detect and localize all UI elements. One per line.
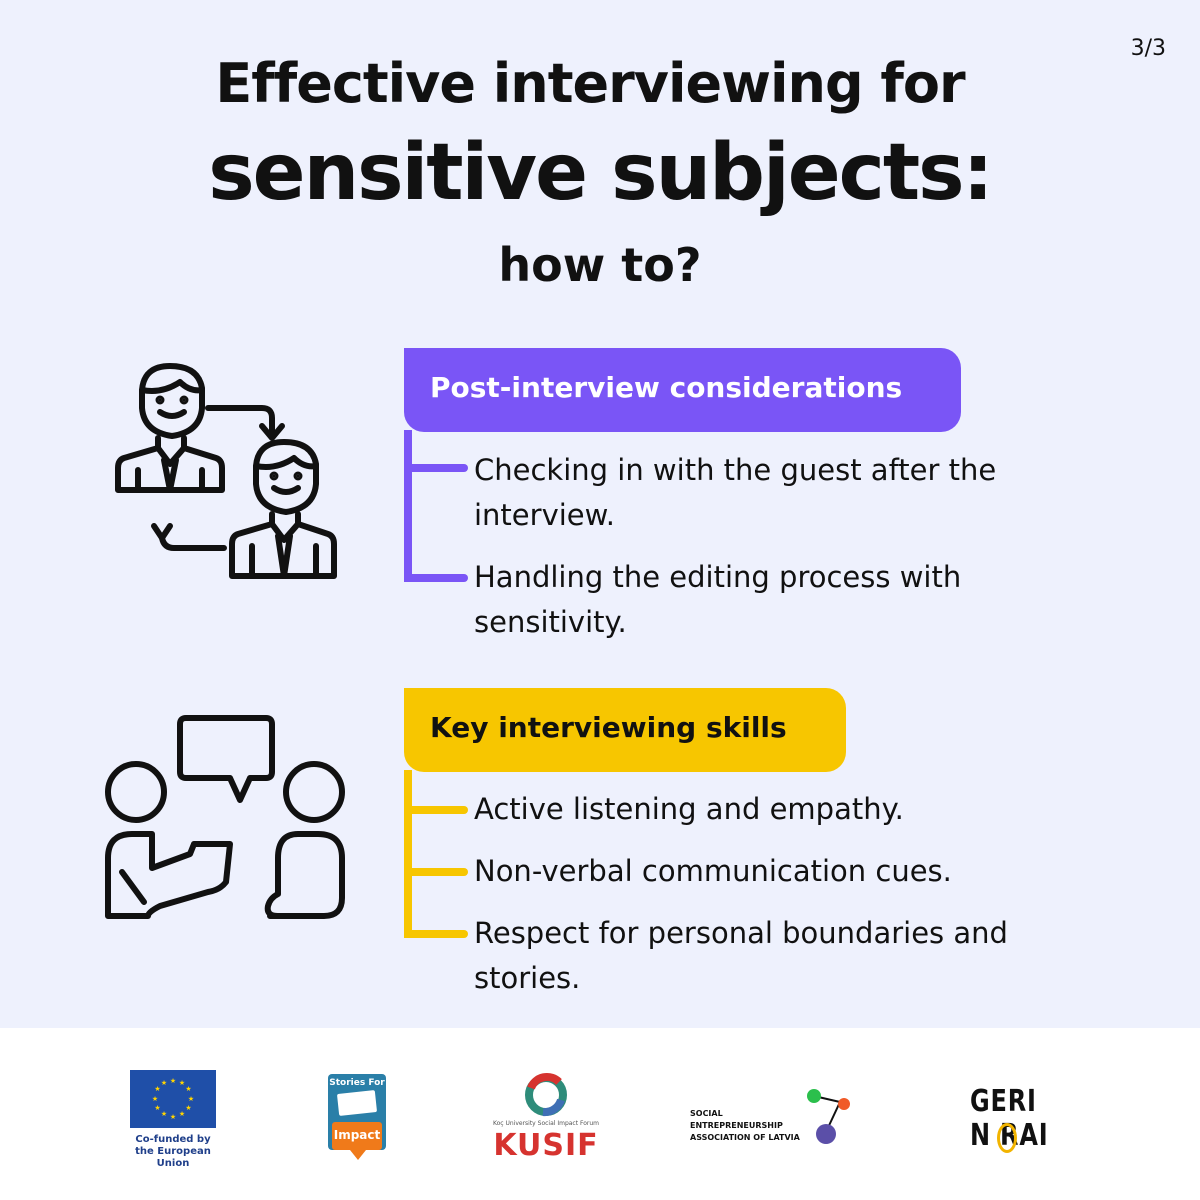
- svg-text:★: ★: [185, 1104, 192, 1112]
- geri-norai-line1: GERI: [970, 1084, 1037, 1119]
- svg-text:★: ★: [178, 1110, 186, 1118]
- title-line-1: Effective interviewing for: [215, 52, 965, 115]
- key-skills-heading: Key interviewing skills: [404, 688, 846, 772]
- geri-norai-line2: N RAI: [970, 1118, 1049, 1153]
- eu-caption: Co-funded by the European Union: [135, 1134, 211, 1169]
- eu-flag-icon: [130, 1070, 216, 1128]
- svg-text:★: ★: [185, 1085, 192, 1093]
- stories-for-impact-logo: [328, 1074, 386, 1162]
- sea-latvia-text: SOCIAL ENTREPRENEURSHIP ASSOCIATION OF LATVIA: [690, 1109, 800, 1142]
- svg-text:★: ★: [178, 1079, 186, 1087]
- halo-icon: [997, 1123, 1017, 1153]
- post-interview-heading: Post-interview considerations: [404, 348, 961, 432]
- kusif-logo: [486, 1072, 606, 1164]
- svg-text:★: ★: [160, 1079, 168, 1087]
- key-skills-item: Respect for personal boundaries and stories.: [474, 916, 1008, 995]
- svg-text:★: ★: [154, 1085, 161, 1093]
- svg-text:★: ★: [151, 1095, 159, 1103]
- svg-text:★: ★: [187, 1095, 195, 1103]
- eu-logo: [118, 1070, 228, 1170]
- footer-logos: [0, 1028, 1200, 1200]
- post-interview-item: Checking in with the guest after the interview.: [474, 453, 997, 532]
- sea-latvia-logo: [690, 1084, 860, 1154]
- title-line-2: sensitive subjects:: [208, 128, 992, 218]
- svg-text:★: ★: [169, 1113, 177, 1121]
- stories-logo-line1: Stories For: [329, 1078, 385, 1088]
- key-skills-tick: [404, 806, 468, 814]
- post-interview-item: Handling the editing process with sensitivity.: [474, 560, 962, 639]
- svg-text:★: ★: [169, 1077, 177, 1085]
- key-skills-item: Active listening and empathy.: [474, 792, 904, 826]
- post-interview-tick: [404, 464, 468, 472]
- kusif-tagline: Koç University Social Impact Forum: [492, 1120, 600, 1127]
- key-skills-tick: [404, 868, 468, 876]
- kusif-name: KUSIF: [493, 1128, 599, 1163]
- geri-norai-logo: [970, 1086, 1070, 1156]
- key-skills-bracket: [404, 770, 412, 938]
- kusif-ring-icon: [521, 1072, 571, 1118]
- conversation-icon: [102, 712, 348, 922]
- cards-icon: [337, 1090, 377, 1116]
- title-line-3: how to?: [498, 238, 702, 292]
- key-skills-tick: [404, 930, 468, 938]
- page-indicator: 3/3: [1130, 36, 1166, 61]
- key-skills-item: Non-verbal communication cues.: [474, 854, 952, 888]
- svg-text:★: ★: [160, 1110, 168, 1118]
- post-interview-tick: [404, 574, 468, 582]
- svg-text:★: ★: [154, 1104, 161, 1112]
- network-dots-icon: [802, 1084, 858, 1146]
- people-exchange-icon: [112, 360, 342, 585]
- post-interview-bracket: [404, 430, 412, 582]
- stories-logo-line2: Impact: [333, 1128, 381, 1142]
